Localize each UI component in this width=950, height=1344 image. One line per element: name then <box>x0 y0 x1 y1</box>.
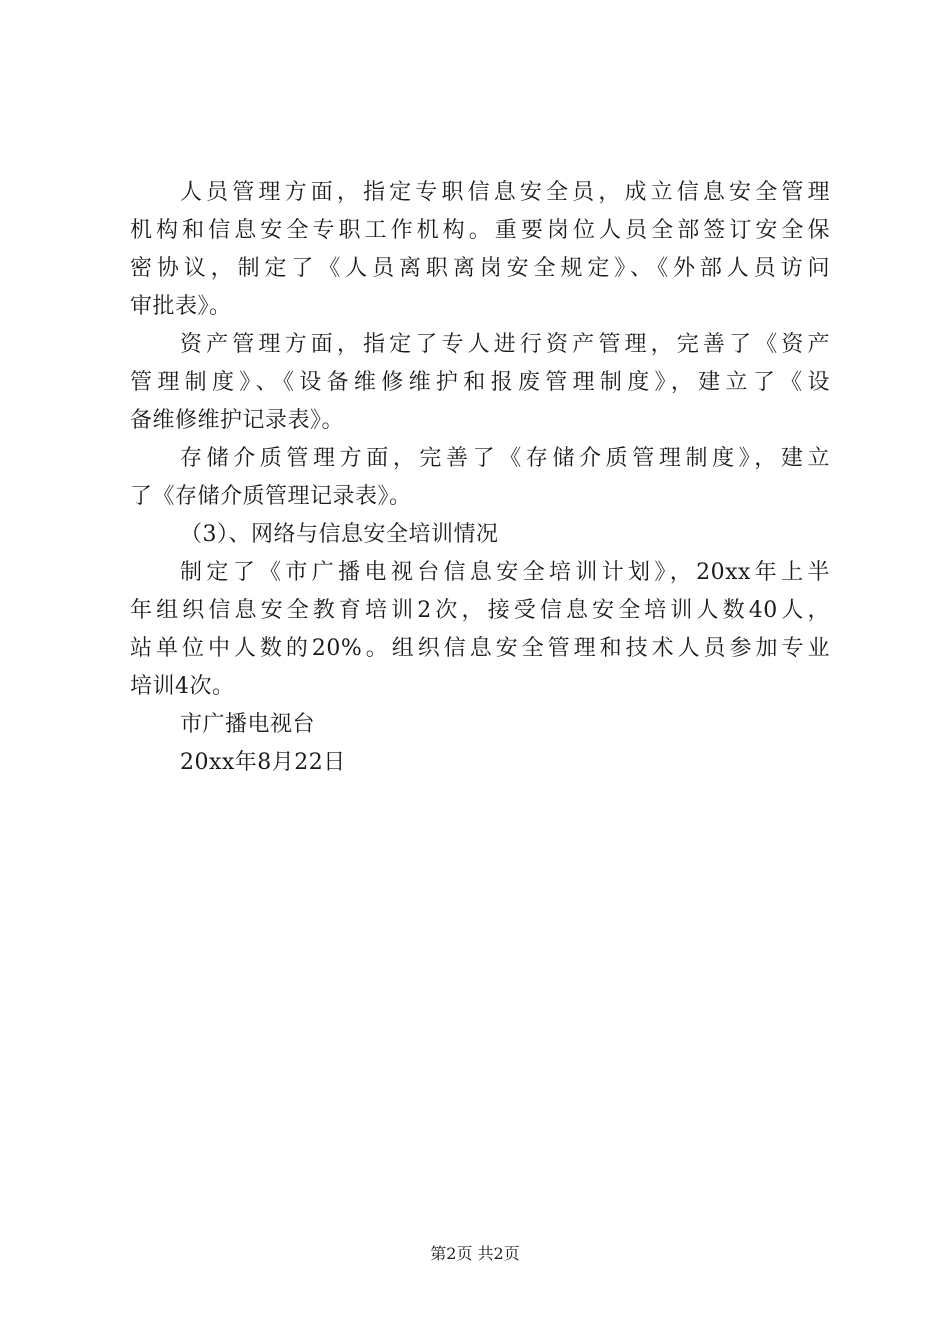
text-line: 资产管理方面，指定了专人进行资产管理，完善了《资产 <box>180 332 830 357</box>
paragraph-asset-management <box>130 326 830 440</box>
heading-line: （3）、网络与信息安全培训情况 <box>180 522 499 547</box>
signature-block <box>130 706 830 782</box>
text-line: 站单位中人数的20%。组织信息安全管理和技术人员参加专业 <box>130 636 830 661</box>
page-footer <box>0 1243 950 1265</box>
text-line: 存储介质管理方面，完善了《存储介质管理制度》，建立 <box>180 446 830 471</box>
text-line: 密协议，制定了《人员离职离岗安全规定》、《外部人员访问 <box>130 256 830 281</box>
text-line: 审批表》。 <box>130 294 232 319</box>
signature-date: 20xx年8月22日 <box>180 750 346 775</box>
text-line: 备维修维护记录表》。 <box>130 408 345 433</box>
text-line: 人员管理方面，指定专职信息安全员，成立信息安全管理 <box>180 180 830 205</box>
signature-organization: 市广播电视台 <box>180 712 316 737</box>
text-line: 年组织信息安全教育培训2次，接受信息安全培训人数40人， <box>130 598 830 623</box>
text-line: 了《存储介质管理记录表》。 <box>130 484 412 509</box>
text-line: 机构和信息安全专职工作机构。重要岗位人员全部签订安全保 <box>130 218 830 243</box>
page-number-indicator: 第2页 共2页 <box>430 1244 520 1263</box>
text-line: 培训4次。 <box>130 674 235 699</box>
paragraph-training-details <box>130 554 830 706</box>
section-heading-training <box>130 516 830 554</box>
paragraph-personnel-management <box>130 174 830 326</box>
text-line: 管理制度》、《设备维修维护和报废管理制度》，建立了《设 <box>130 370 830 395</box>
paragraph-storage-media-management <box>130 440 830 516</box>
text-line: 制定了《市广播电视台信息安全培训计划》，20xx年上半 <box>180 560 830 585</box>
document-body <box>130 174 830 782</box>
